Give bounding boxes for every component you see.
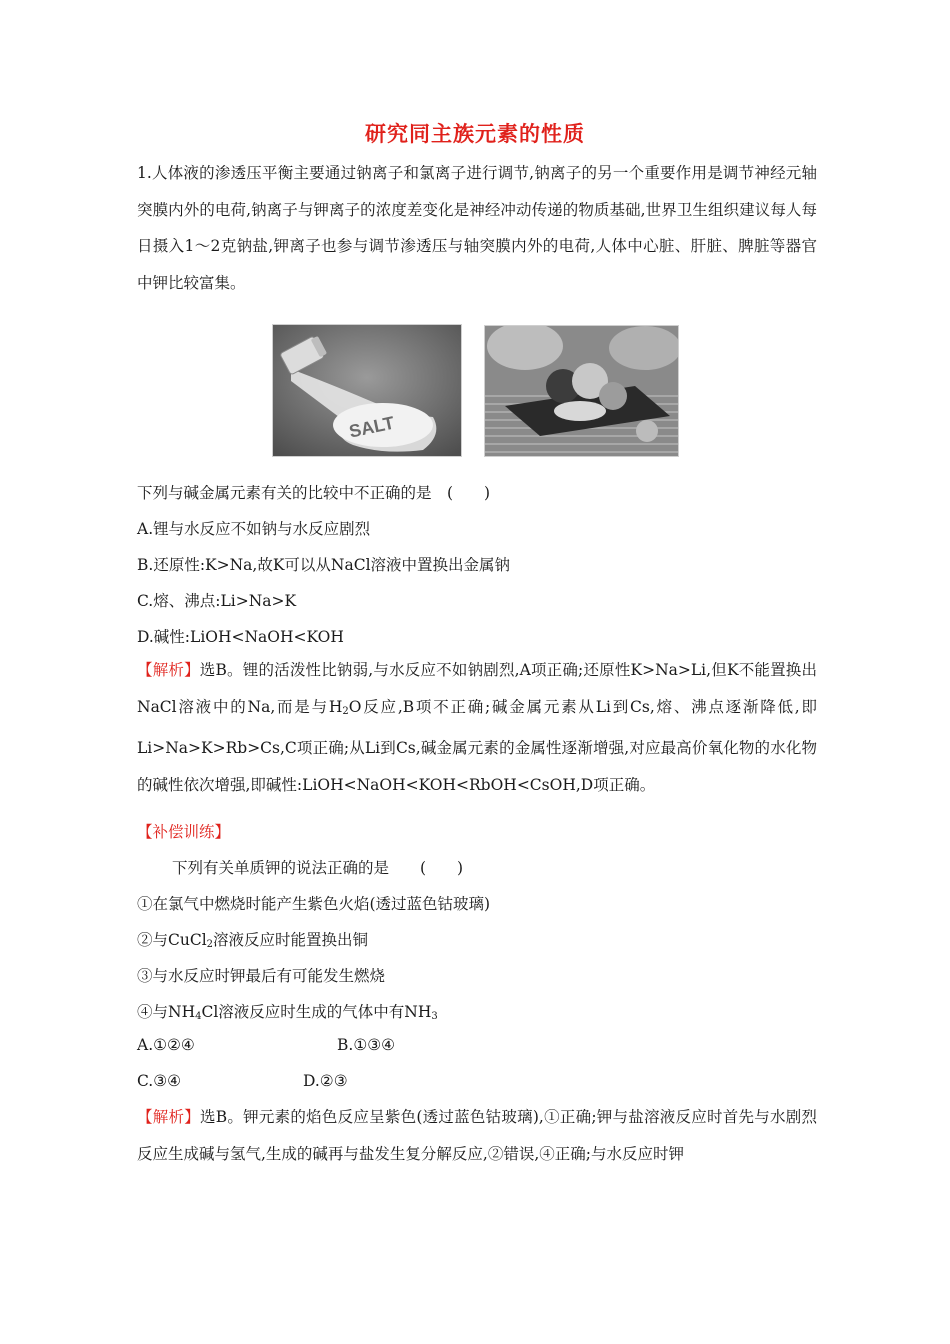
supplement-stem: 下列有关单质钾的说法正确的是 ( ) <box>172 859 464 877</box>
analysis-text-1: 选B。锂的活泼性比钠弱,与水反应不如钠剧烈,A项正确;还原性K>Na>Li,但K不能置换出NaCl溶液中的Na,而是与H <box>137 661 817 716</box>
analysis-label: 【解析】 <box>137 661 200 679</box>
supplement-analysis <box>137 1099 817 1172</box>
supplement-analysis-text: 选B。钾元素的焰色反应呈紫色(透过蓝色钴玻璃),①正确;钾与盐溶液反应时首先与水剧烈反应生成碱与氢气,生成的碱再与盐发生复分解反应,②错误,④正确;与水反应时钾 <box>137 1108 817 1163</box>
salt-word: SALT <box>347 412 397 442</box>
choice-a: A.①②④ <box>137 1036 195 1054</box>
option-a: A.锂与水反应不如钠与水反应剧烈 <box>137 520 371 538</box>
question-1-analysis <box>137 652 817 803</box>
option-b: B.还原性:K>Na,故K可以从NaCl溶液中置换出金属钠 <box>137 556 511 574</box>
question-1-intro: 1.人体液的渗透压平衡主要通过钠离子和氯离子进行调节,钠离子的另一个重要作用是调节神经元轴突膜内外的电荷,钠离子与钾离子的浓度差变化是神经冲动传递的物质基础,世界卫生组织建议每人每日摄入1～2克钠盐,钾离子也参与调节渗透压与轴突膜内外的电荷,人体中心脏、肝脏、脾脏等器官中钾比较富集。 <box>137 164 817 292</box>
analysis-subscript: 2 <box>342 705 349 717</box>
analysis-text-2: O反应,B项不正确;碱金属元素从Li到Cs,熔、沸点逐渐降低,即Li>Na>K>Rb>Cs,C项正确;从Li到Cs,碱金属元素的金属性逐渐增强,对应最高价氧化物的水化物的碱性依次增强,即碱性:LiOH<NaOH<KOH<RbOH<CsOH,D项正确。 <box>137 697 817 794</box>
fruit-illustration <box>485 326 678 456</box>
option-d: D.碱性:LiOH<NaOH<KOH <box>137 628 344 646</box>
statement-3: ③与水反应时钾最后有可能发生燃烧 <box>137 967 386 985</box>
supplement-analysis-label: 【解析】 <box>137 1108 200 1126</box>
choice-d: D.②③ <box>303 1072 348 1090</box>
choice-c: C.③④ <box>137 1072 182 1090</box>
option-c: C.熔、沸点:Li>Na>K <box>137 592 297 610</box>
question-1-stem: 下列与碱金属元素有关的比较中不正确的是 ( ) <box>137 484 491 502</box>
supplement-label: 【补偿训练】 <box>137 823 231 841</box>
fruit-image <box>484 325 679 457</box>
page-title: 研究同主族元素的性质 <box>365 122 585 146</box>
statement-4: ④与$NH_4Cl$溶液反应时生成的气体中有$NH_3$ <box>137 1003 438 1022</box>
statement-1: ①在氯气中燃烧时能产生紫色火焰(透过蓝色钴玻璃) <box>137 895 491 913</box>
salt-illustration <box>273 325 461 456</box>
choice-b: B.①③④ <box>337 1036 396 1054</box>
statement-2: ②与CuCl$_2$溶液反应时能置换出铜 <box>137 931 369 950</box>
salt-image <box>272 324 462 457</box>
